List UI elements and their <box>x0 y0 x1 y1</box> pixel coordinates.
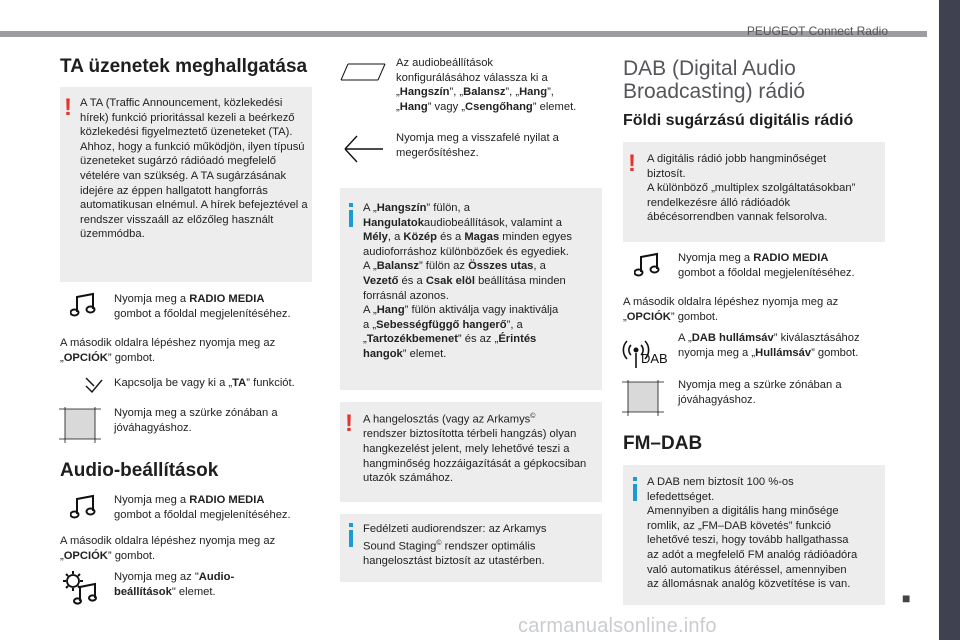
para-text: „ <box>60 549 64 562</box>
info-text: ”, a <box>506 318 523 331</box>
page-marker: ■ <box>902 590 911 606</box>
step-grey-zone-1: Nyomja meg a szürke zónában a jóváhagyáshoz. <box>114 407 278 434</box>
info-text: forrásnál azonos. <box>363 289 449 302</box>
dab-label: DAB <box>641 351 668 366</box>
step-bold: Balansz <box>463 86 506 99</box>
settings-music-icon <box>62 570 98 606</box>
info-icon <box>631 477 639 501</box>
para-options-1 <box>60 336 320 365</box>
info-bold: Hangulatok <box>363 216 424 229</box>
step-bold: DAB hullámsáv <box>691 332 774 344</box>
info-text: lefedettséget. <box>647 490 715 503</box>
step-bold: Audio- <box>198 571 235 583</box>
subtitle-terrestrial: Földi sugárzású digitális rádió <box>623 112 854 129</box>
copyright-mark: © <box>530 413 536 420</box>
info-text: A DAB nem biztosít 100 %-os <box>647 476 794 488</box>
step-ta-toggle <box>114 376 314 391</box>
warn-text: A digitális rádió jobb hangminőséget <box>647 153 827 165</box>
para-bold: OPCIÓK <box>63 351 108 364</box>
step-bold: Csengőhang <box>465 100 533 113</box>
step-text: gombot a főoldal megjelenítéséhez. <box>114 508 291 521</box>
info-text: „ <box>363 333 367 346</box>
step-radio-media-3 <box>678 251 883 280</box>
warning-text-ta: A TA (Traffic Announcement, közlekedési hírek) funkció prioritással kezeli a beérkező közlekedési figyelmeztető üzeneteket (TA). Ahhoz, hogy a funkció működjön, ilyen típusú üzeneteket sugárzó rádióadó megfelelő vételére van szükség. A TA sugárzásának idejére az éppen hallgatott hangforrás automatikusan elnémul. A hírek befejeztével a rendszer visszaáll az előzőleg használt üzemmódba. <box>80 97 308 241</box>
tab-select-icon <box>340 62 386 82</box>
step-audio-config <box>396 56 606 114</box>
warn-text: rendelkezésre álló rádióadók <box>647 196 791 209</box>
step-text: Nyomja meg a <box>114 293 190 305</box>
side-tab <box>939 0 960 640</box>
back-arrow-icon <box>343 133 385 165</box>
step-bold: Hangszín <box>399 86 450 99</box>
step-text: Kapcsolja be vagy ki a „ <box>114 377 233 389</box>
info-bold: Magas <box>464 231 500 244</box>
music-note-icon <box>70 494 98 520</box>
info-bold: Közép <box>403 231 437 244</box>
info-text: Fedélzeti audiorendszer: az Arkamys <box>363 523 547 535</box>
para-text: „ <box>60 351 64 364</box>
info-bold: Tartozékbemenet <box>366 333 458 346</box>
grey-zone-icon <box>622 380 664 416</box>
step-text: Nyomja meg a <box>114 494 190 506</box>
info-text: rendszer optimális <box>441 540 536 553</box>
warn-text: biztosít. <box>647 167 686 180</box>
step-text: ”, „ <box>505 86 520 99</box>
para-text: „ <box>623 310 627 323</box>
info-icon <box>347 203 355 227</box>
step-text: " elemet. <box>171 585 216 598</box>
step-bold: TA <box>232 377 247 389</box>
step-text: gombot a főoldal megjelenítéséhez. <box>114 307 291 320</box>
para-bold: OPCIÓK <box>63 549 108 562</box>
para-options-2 <box>60 534 320 563</box>
step-text: ” gombot. <box>811 346 859 359</box>
para-options-3 <box>623 295 885 324</box>
warning-text-arkamys <box>363 410 597 486</box>
info-text: A „ <box>363 260 377 273</box>
step-text: Az audiobeállítások <box>396 57 494 69</box>
info-text: ” fülön az <box>418 260 469 273</box>
grey-zone-icon <box>59 407 101 443</box>
toggle-icon <box>84 377 104 395</box>
warning-icon: ! <box>628 150 636 177</box>
info-text: , a <box>387 231 404 244</box>
step-back-arrow: Nyomja meg a visszafelé nyilat a megerősítéshez. <box>396 132 559 159</box>
step-radio-media-2 <box>114 493 314 522</box>
info-text: minden egyes <box>499 231 572 244</box>
info-text: audiobeállítások, valamint a <box>423 216 562 229</box>
step-bold: Hang <box>519 86 548 99</box>
step-dab-band <box>678 331 888 360</box>
step-text: ” elemet. <box>532 100 577 113</box>
info-bold: Mély <box>363 231 388 244</box>
step-text: Nyomja meg a <box>678 252 754 264</box>
section-title-audio: Audio-beállítások <box>60 460 219 481</box>
watermark: carmanualsonline.info <box>518 615 717 637</box>
step-text: ”, „ <box>449 86 464 99</box>
info-text: ” fülön aktiválja vagy inaktiválja <box>404 304 559 317</box>
step-text: nyomja meg a „ <box>678 346 756 359</box>
step-bold: RADIO MEDIA <box>189 494 265 506</box>
music-note-icon <box>634 252 662 278</box>
step-bold: Hang <box>399 100 428 113</box>
info-text-audio <box>363 201 599 362</box>
info-text: Amennyiben a digitális hang minősége <box>647 505 839 518</box>
step-radio-media-1 <box>114 292 314 321</box>
para-text: ” gombot. <box>107 549 156 562</box>
info-bold: Sebességfüggő hangerő <box>376 318 507 331</box>
warning-icon: ! <box>345 410 353 437</box>
page-header: PEUGEOT Connect Radio <box>746 24 888 38</box>
info-text: beállítása minden <box>474 274 566 287</box>
step-text: „ <box>396 100 400 113</box>
info-text: lehetővé teszi, hogy tovább hallgathassa <box>647 534 849 547</box>
info-text: a „ <box>363 318 377 331</box>
step-text: ” funkciót. <box>246 377 295 389</box>
title-line: Broadcasting) rádió <box>623 80 806 103</box>
step-bold: RADIO MEDIA <box>753 252 829 264</box>
music-note-icon <box>70 292 98 318</box>
info-text: az adót a megfelelő FM analóg rádióadóra <box>647 548 858 561</box>
para-text: ” gombot. <box>670 310 719 323</box>
para-text: A második oldalra lépéshez nyomja meg az <box>623 296 839 308</box>
info-bold: Összes utas <box>468 260 534 273</box>
step-text: ” kiválasztásához <box>773 332 860 344</box>
section-title-fmdab: FM–DAB <box>623 433 703 454</box>
info-bold: Vezető <box>363 274 399 287</box>
info-text: és a <box>398 274 426 287</box>
para-text: ” gombot. <box>107 351 156 364</box>
info-bold: Hangszín <box>376 202 427 214</box>
info-bold: Hang <box>376 304 405 317</box>
info-text: , a <box>533 260 546 273</box>
info-bold: Érintés <box>498 333 537 346</box>
section-title-dab <box>623 57 805 103</box>
step-text: A „ <box>678 332 692 344</box>
section-title-ta: TA üzenetek meghallgatása <box>60 56 308 77</box>
info-bold: Csak elöl <box>425 274 475 287</box>
info-text: való automatikus átéréssel, amennyiben <box>647 563 847 576</box>
info-text-staging <box>363 522 597 569</box>
step-grey-zone-2: Nyomja meg a szürke zónában a jóváhagyáshoz. <box>678 379 842 406</box>
step-text: gombot a főoldal megjelenítéséhez. <box>678 266 855 279</box>
step-text: Nyomja meg az " <box>114 571 199 583</box>
info-text: A „ <box>363 202 377 214</box>
step-text: „ <box>396 86 400 99</box>
info-text: audioforráshoz különbözőek és egyediek. <box>363 245 569 258</box>
info-text: ” elemet. <box>402 347 447 360</box>
info-bold: Balansz <box>376 260 419 273</box>
info-text: Sound Staging <box>363 540 437 553</box>
info-text: A „ <box>363 304 377 317</box>
info-text: ” és az „ <box>457 333 499 346</box>
step-text: konfigurálásához válassza ki a <box>396 71 548 84</box>
info-text: hangelosztást biztosít az utastérben. <box>363 554 545 567</box>
copyright-mark: © <box>436 539 442 547</box>
info-text: romlik, az „FM–DAB követés” funkció <box>647 519 832 532</box>
step-text: ” vagy „ <box>427 100 466 113</box>
para-text: A második oldalra lépéshez nyomja meg az <box>60 535 276 547</box>
info-text: és a <box>436 231 465 244</box>
step-bold: RADIO MEDIA <box>189 293 265 305</box>
title-line: DAB (Digital Audio <box>623 57 796 80</box>
warning-icon: ! <box>64 94 72 121</box>
para-text: A második oldalra lépéshez nyomja meg az <box>60 337 276 349</box>
step-audio-settings <box>114 570 314 599</box>
info-text: az állomásnak analóg közvetítése is van. <box>647 578 851 591</box>
warn-text: ábécésorrendben vannak felsorolva. <box>647 211 828 224</box>
warn-text: A hangelosztás (vagy az Arkamys <box>363 413 531 426</box>
warn-text: rendszer biztosította térbeli hangzás) olyan hangkezelést jelent, mely lehetővé teszi a hangminőség hozzáigazítását a gépkocsiban utazók számához. <box>363 428 587 485</box>
step-text: ”, <box>547 86 554 99</box>
info-text: ” fülön, a <box>426 202 470 214</box>
para-bold: OPCIÓK <box>626 310 671 323</box>
info-icon <box>347 523 355 547</box>
info-bold: hangok <box>363 347 403 360</box>
warn-text: A különböző „multiplex szolgáltatásokban” <box>647 182 856 195</box>
step-bold: beállítások <box>114 585 172 598</box>
warning-text-dab <box>647 152 883 225</box>
info-text-fmdab <box>647 475 883 592</box>
step-bold: Hullámsáv <box>755 346 812 359</box>
